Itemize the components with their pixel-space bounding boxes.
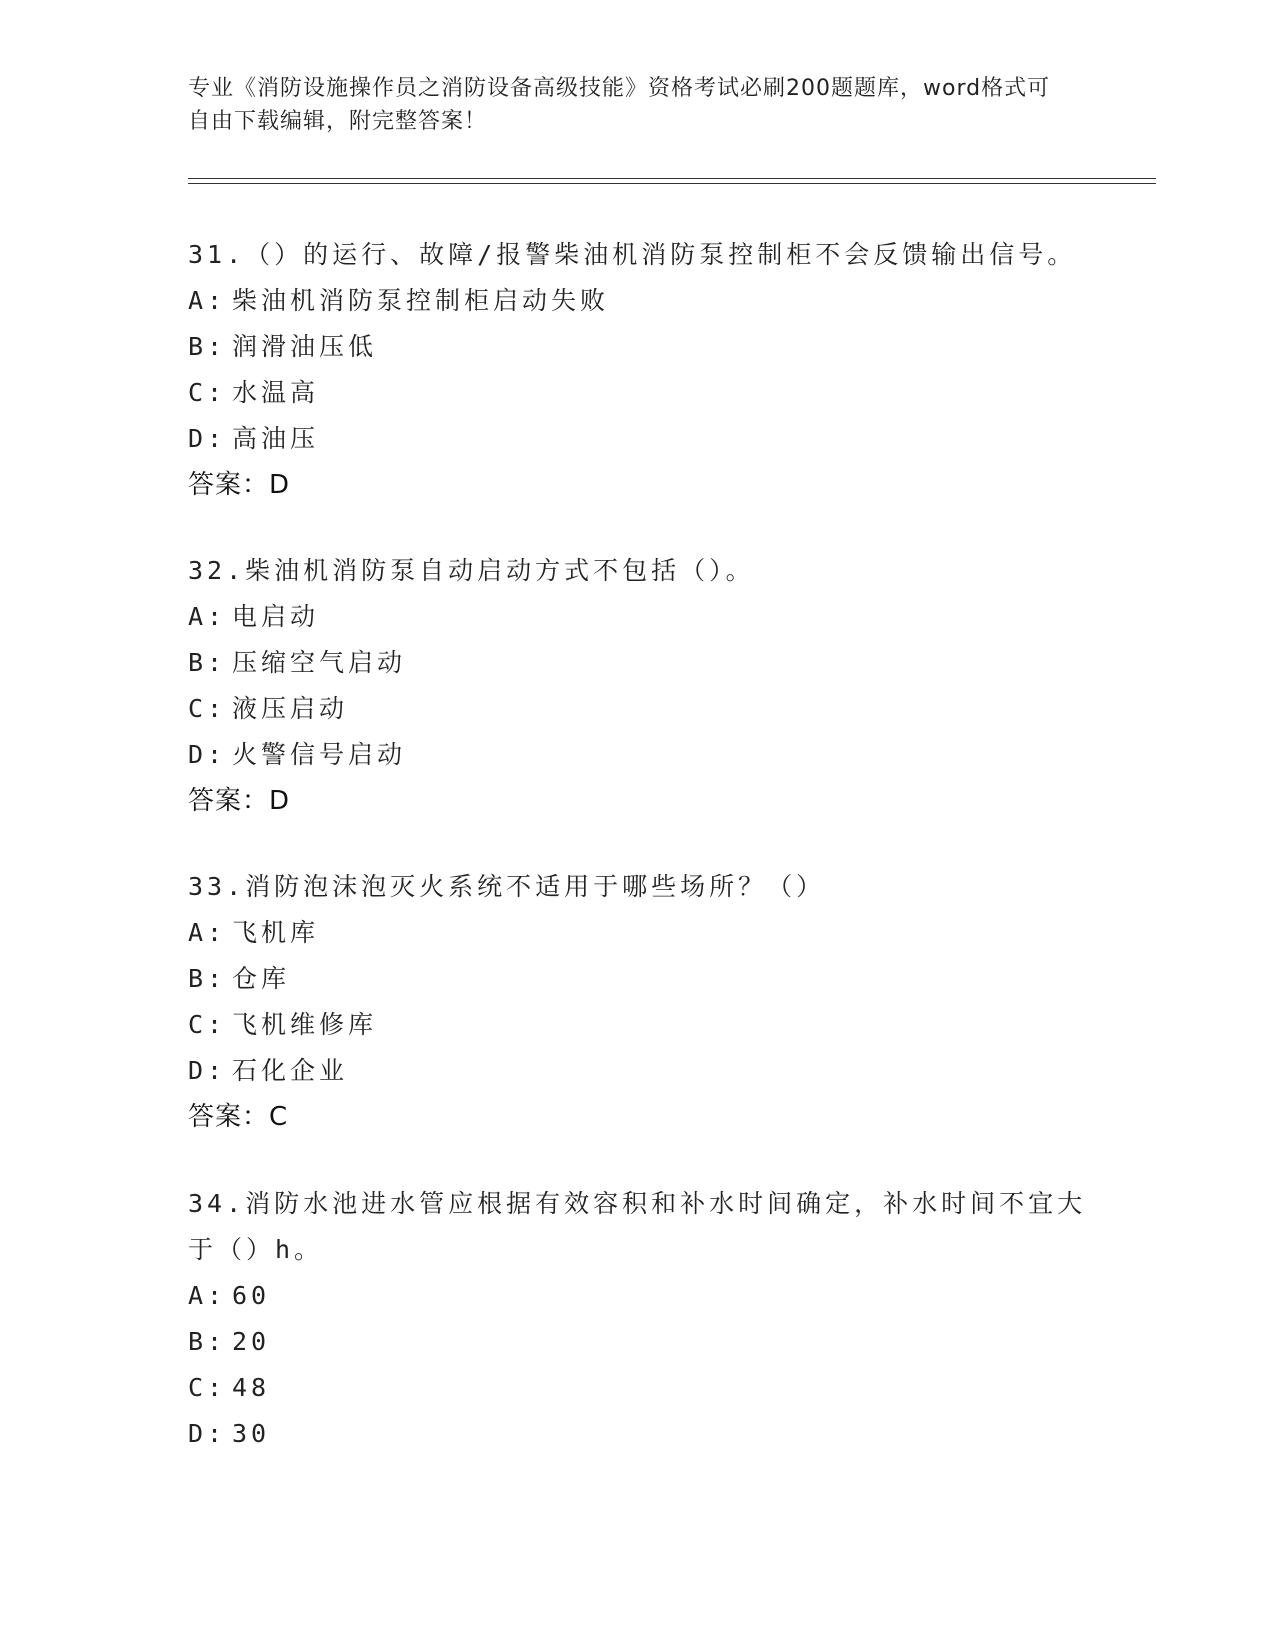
option-letter: B: <box>188 1327 227 1356</box>
option-letter: C: <box>188 1010 227 1039</box>
answer-line: 答案：D <box>188 470 291 500</box>
question-stem-line-2: 于（）h。 <box>188 1235 324 1264</box>
question-32 <box>188 548 1088 824</box>
option-letter: C: <box>188 378 227 407</box>
question-stem-line-1: 34.消防水池进水管应根据有效容积和补水时间确定，补水时间不宜大 <box>188 1189 1087 1218</box>
document-header: 专业《消防设施操作员之消防设备高级技能》资格考试必刷200题题库，word格式可自由下载编辑，附完整答案！ <box>188 76 1051 134</box>
option-d <box>188 1411 1088 1457</box>
option-letter: B: <box>188 964 227 993</box>
option-b <box>188 1319 1088 1365</box>
option-a <box>188 278 1088 324</box>
option-letter: A: <box>188 918 227 947</box>
question-stem: 32.柴油机消防泵自动启动方式不包括（）。 <box>188 556 755 585</box>
option-text: 石化企业 <box>232 1056 349 1085</box>
option-text: 火警信号启动 <box>232 740 407 769</box>
option-letter: D: <box>188 424 227 453</box>
option-letter: D: <box>188 740 227 769</box>
option-c <box>188 686 1088 732</box>
option-text: 柴油机消防泵控制柜启动失败 <box>232 286 610 315</box>
question-stem: 31.（）的运行、故障/报警柴油机消防泵控制柜不会反馈输出信号。 <box>188 240 1077 269</box>
option-b <box>188 324 1088 370</box>
option-c <box>188 370 1088 416</box>
option-d <box>188 1048 1088 1094</box>
option-letter: C: <box>188 694 227 723</box>
question-34 <box>188 1181 1088 1457</box>
option-text: 仓库 <box>232 964 291 993</box>
option-text: 飞机维修库 <box>232 1010 378 1039</box>
option-b <box>188 640 1088 686</box>
option-text: 压缩空气启动 <box>232 648 407 677</box>
header-divider-bottom <box>188 183 1156 184</box>
option-a <box>188 910 1088 956</box>
option-a <box>188 594 1088 640</box>
question-stem: 33.消防泡沫泡灭火系统不适用于哪些场所？（） <box>188 872 826 901</box>
answer-line: 答案：C <box>188 1102 289 1132</box>
header-divider-top <box>188 178 1156 179</box>
option-letter: C: <box>188 1373 227 1402</box>
question-31 <box>188 232 1088 508</box>
option-b <box>188 956 1088 1002</box>
answer-line: 答案：D <box>188 786 291 816</box>
option-letter: A: <box>188 602 227 631</box>
option-text: 水温高 <box>232 378 320 407</box>
option-letter: D: <box>188 1056 227 1085</box>
option-text: 20 <box>232 1327 271 1356</box>
option-c <box>188 1002 1088 1048</box>
option-text: 30 <box>232 1419 271 1448</box>
option-text: 60 <box>232 1281 271 1310</box>
option-letter: D: <box>188 1419 227 1448</box>
option-text: 液压启动 <box>232 694 349 723</box>
option-letter: B: <box>188 648 227 677</box>
option-text: 48 <box>232 1373 271 1402</box>
option-text: 润滑油压低 <box>232 332 378 361</box>
question-33 <box>188 864 1088 1140</box>
option-text: 飞机库 <box>232 918 320 947</box>
option-d <box>188 416 1088 462</box>
option-text: 电启动 <box>232 602 320 631</box>
option-text: 高油压 <box>232 424 320 453</box>
option-d <box>188 732 1088 778</box>
option-letter: A: <box>188 1281 227 1310</box>
option-a <box>188 1273 1088 1319</box>
option-letter: B: <box>188 332 227 361</box>
option-c <box>188 1365 1088 1411</box>
option-letter: A: <box>188 286 227 315</box>
